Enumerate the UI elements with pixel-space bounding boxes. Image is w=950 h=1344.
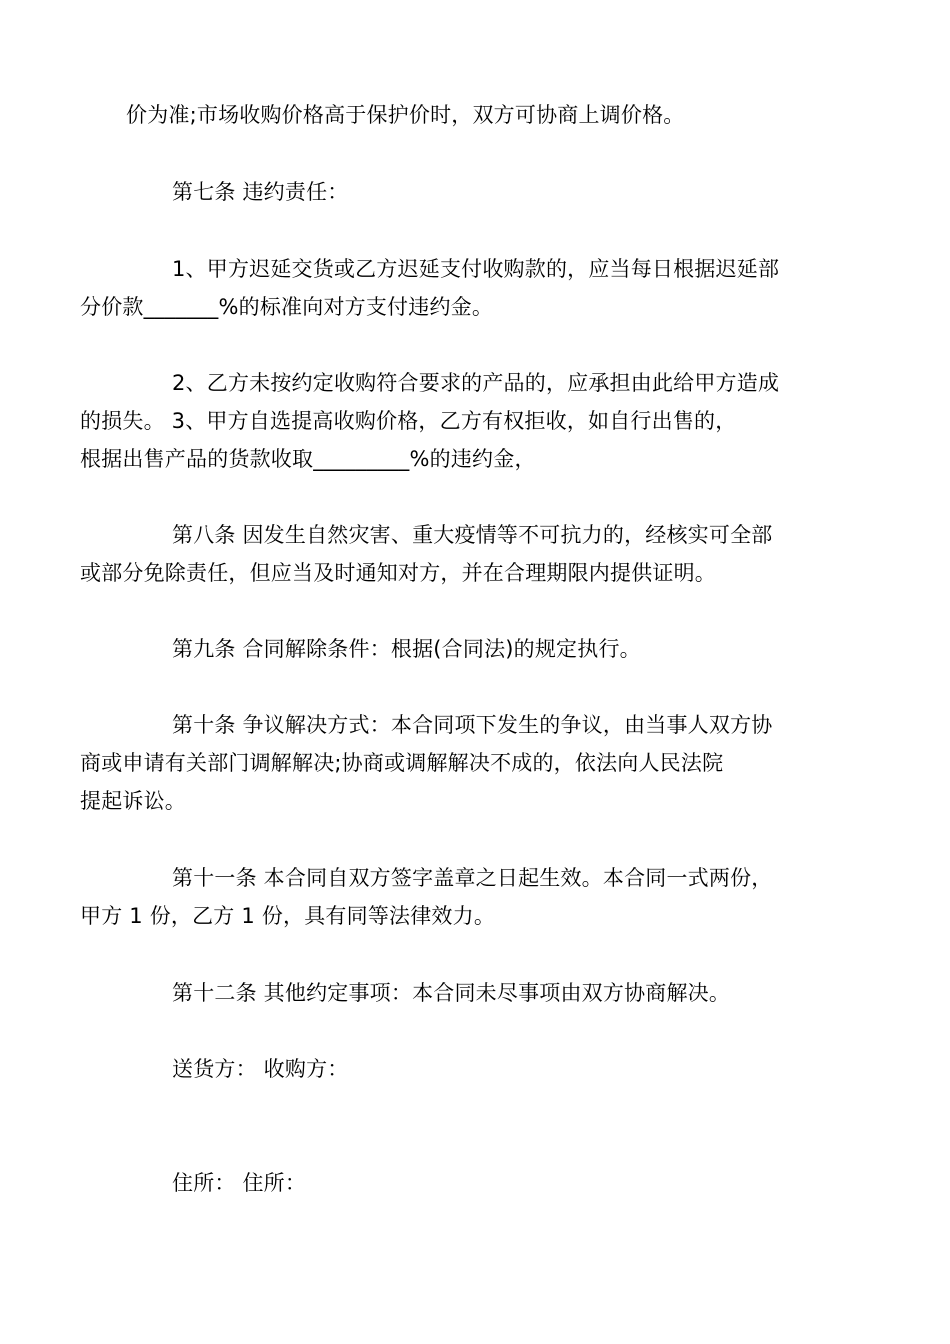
- signature-address: [126, 1164, 816, 1202]
- text-line: 1、甲方迟延交货或乙方迟延支付收购款的，应当每日根据迟延部: [172, 257, 780, 281]
- article-7-clause-2-3: [80, 364, 816, 478]
- text-line: 商或申请有关部门调解解决;协商或调解解决不成的，依法向人民法院: [80, 751, 724, 775]
- text-line: 价为准;市场收购价格高于保护价时，双方可协商上调价格。: [126, 103, 685, 127]
- text-line: 送货方： 收购方：: [172, 1057, 349, 1081]
- article-7-clause-1: [80, 250, 816, 326]
- text-line: 第八条 因发生自然灾害、重大疫情等不可抗力的，经核实可全部: [172, 523, 773, 547]
- text-line: 提起诉讼。: [80, 789, 186, 813]
- text-line: 住所： 住所：: [172, 1171, 307, 1195]
- text-line: 或部分免除责任，但应当及时通知对方，并在合理期限内提供证明。: [80, 561, 716, 585]
- text-line: 根据出售产品的货款收取_________%的违约金，: [80, 447, 536, 471]
- article-8: [80, 516, 816, 592]
- text-line: 第十一条 本合同自双方签字盖章之日起生效。本合同一式两份，: [172, 866, 773, 890]
- paragraph-price-continuation: [126, 96, 816, 134]
- text-line: 第七条 违约责任：: [172, 180, 349, 204]
- text-line: 2、乙方未按约定收购符合要求的产品的，应承担由此给甲方造成: [172, 371, 780, 395]
- article-11: [80, 859, 816, 935]
- text-line: 第十条 争议解决方式：本合同项下发生的争议，由当事人双方协: [172, 713, 773, 737]
- article-7-heading: [126, 173, 816, 211]
- text-line: 第十二条 其他约定事项：本合同未尽事项由双方协商解决。: [172, 981, 731, 1005]
- text-line: 甲方 1 份，乙方 1 份，具有同等法律效力。: [80, 904, 496, 928]
- signature-parties: [126, 1050, 816, 1088]
- article-12: [126, 974, 816, 1012]
- text-line: 的损失。 3、甲方自选提高收购价格，乙方有权拒收，如自行出售的，: [80, 409, 737, 433]
- article-10: [80, 706, 816, 820]
- text-line: 第九条 合同解除条件：根据(合同法)的规定执行。: [172, 637, 641, 661]
- text-line: 分价款_______%的标准向对方支付违约金。: [80, 295, 494, 319]
- article-9: [126, 630, 816, 668]
